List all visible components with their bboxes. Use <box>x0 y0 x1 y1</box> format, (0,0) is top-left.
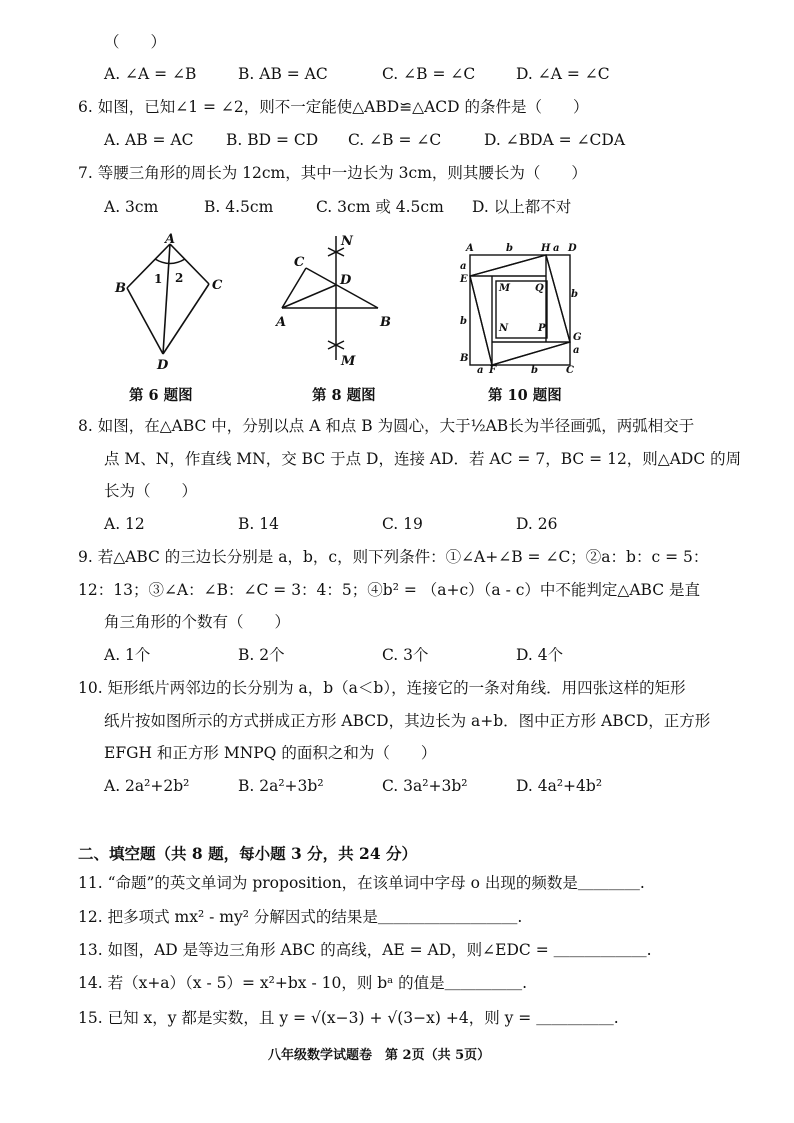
q10-option-d: D. 4a²+4b² <box>516 777 603 795</box>
q10-option-c: C. 3a²+3b² <box>382 777 468 795</box>
fig8-label-m: M <box>341 354 356 369</box>
figure-8-triangle <box>270 228 400 373</box>
fig10-label-b-vertex: B <box>460 353 469 364</box>
fig8-label-a: A <box>276 315 287 330</box>
fig6-label-c: C <box>212 278 223 293</box>
q7-option-c: C. 3cm 或 4.5cm <box>316 198 444 216</box>
fig10-label-p: P <box>538 323 546 334</box>
q6-option-b: B. BD = CD <box>226 131 319 149</box>
fig10-label-a-bottom: a <box>477 365 484 375</box>
fig10-label-c: C <box>566 365 574 375</box>
figure-10-caption: 第 10 题图 <box>488 387 562 404</box>
fig10-label-e: E <box>460 274 468 285</box>
q9-line-2: 12：13；③∠A：∠B：∠C = 3：4：5；④b² = （a+c）（a - c）中不能判定△ABC 是直 <box>78 581 701 599</box>
fill-q15: 15. 已知 x，y 都是实数，且 y = √(x−3) + √(3−x) +4，则 y = ＿＿＿＿＿. <box>78 1009 619 1027</box>
q8-option-a: A. 12 <box>104 515 145 533</box>
fig10-label-m: M <box>499 283 511 294</box>
q10-line-1: 10. 矩形纸片两邻边的长分别为 a，b（a＜b），连接它的一条对角线．用四张这样的矩形 <box>78 679 686 697</box>
q5-option-c: C. ∠B = ∠C <box>382 65 476 83</box>
fig6-label-b: B <box>115 281 126 296</box>
q5-answer-blank: （ ） <box>104 33 167 51</box>
q10-line-3: EFGH 和正方形 MNPQ 的面积之和为（ ） <box>104 744 437 762</box>
q8-option-d: D. 26 <box>516 515 558 533</box>
fig10-label-b-bottom: b <box>531 365 538 375</box>
figure-8-caption: 第 8 题图 <box>312 387 376 404</box>
q10-line-2: 纸片按如图所示的方式拼成正方形 ABCD，其边长为 a+b．图中正方形 ABCD，正方形 <box>104 712 711 730</box>
fig10-label-h: H <box>541 243 551 254</box>
fig6-angle-2: 2 <box>175 271 184 285</box>
fill-q13: 13. 如图，AD 是等边三角形 ABC 的高线，AE = AD，则∠EDC = ＿＿＿＿＿＿. <box>78 941 652 959</box>
fig10-label-a-left: a <box>460 261 467 272</box>
fig8-label-b: B <box>380 315 391 330</box>
page-footer: 八年级数学试题卷 第 2页（共 5页） <box>268 1048 491 1063</box>
q9-option-c: C. 3个 <box>382 646 429 664</box>
q6-stem: 6. 如图，已知∠1 = ∠2，则不一定能使△ABD≌△ACD 的条件是（ ） <box>78 98 589 116</box>
fig8-label-c: C <box>294 255 305 270</box>
q7-option-a: A. 3cm <box>104 198 159 216</box>
q10-option-b: B. 2a²+3b² <box>238 777 324 795</box>
q9-line-3: 角三角形的个数有（ ） <box>104 613 291 631</box>
q6-option-c: C. ∠B = ∠C <box>348 131 442 149</box>
q8-line-2: 点 M、N，作直线 MN，交 BC 于点 D，连接 AD．若 AC = 7，BC = 12，则△ADC 的周 <box>104 450 742 468</box>
fig10-label-f: F <box>489 365 497 375</box>
q8-line-1: 8. 如图，在△ABC 中，分别以点 A 和点 B 为圆心，大于½AB长为半径画弧，两弧相交于 <box>78 417 695 435</box>
figure-10-square <box>455 240 590 375</box>
figure-6-kite <box>105 232 235 377</box>
fig10-label-a-vertex: A <box>466 243 474 254</box>
q9-line-1: 9. 若△ABC 的三边长分别是 a，b，c，则下列条件：①∠A+∠B = ∠C；②a：b：c = 5： <box>78 548 709 566</box>
fill-q12: 12. 把多项式 mx² - my² 分解因式的结果是＿＿＿＿＿＿＿＿＿. <box>78 908 523 926</box>
fill-q11: 11. “命题”的英文单词为 proposition，在该单词中字母 o 出现的频数是＿＿＿＿. <box>78 874 645 892</box>
q6-option-a: A. AB = AC <box>104 131 194 149</box>
fig10-label-b-top: b <box>506 243 513 254</box>
fig6-label-d: D <box>157 358 169 373</box>
fig10-label-a-top: a <box>553 243 560 254</box>
q8-option-c: C. 19 <box>382 515 423 533</box>
q7-stem: 7. 等腰三角形的周长为 12cm，其中一边长为 3cm，则其腰长为（ ） <box>78 164 587 182</box>
fig10-label-b-left: b <box>460 316 467 327</box>
fig10-label-g: G <box>573 332 582 343</box>
fig6-angle-1: 1 <box>154 272 163 286</box>
q5-option-d: D. ∠A = ∠C <box>516 65 610 83</box>
q7-option-b: B. 4.5cm <box>204 198 274 216</box>
fig10-label-a-right: a <box>573 345 580 356</box>
q6-option-d: D. ∠BDA = ∠CDA <box>484 131 626 149</box>
q10-option-a: A. 2a²+2b² <box>104 777 190 795</box>
q9-option-b: B. 2个 <box>238 646 285 664</box>
fig8-label-d: D <box>340 273 352 288</box>
figure-6-caption: 第 6 题图 <box>129 387 193 404</box>
q8-option-b: B. 14 <box>238 515 279 533</box>
fig10-label-q: Q <box>535 283 544 294</box>
q7-option-d: D. 以上都不对 <box>472 198 572 216</box>
fig10-label-b-right: b <box>571 289 578 300</box>
fig6-label-a: A <box>165 232 176 247</box>
q5-option-b: B. AB = AC <box>238 65 328 83</box>
q5-option-a: A. ∠A = ∠B <box>104 65 197 83</box>
fig10-label-d: D <box>568 243 577 254</box>
q9-option-a: A. 1个 <box>104 646 151 664</box>
q9-option-d: D. 4个 <box>516 646 564 664</box>
fig10-label-n: N <box>499 323 509 334</box>
fill-q14: 14. 若（x+a）（x - 5）= x²+bx - 10，则 bᵃ 的值是＿＿＿＿＿. <box>78 974 528 992</box>
q8-line-3: 长为（ ） <box>104 482 198 500</box>
fig8-label-n: N <box>341 234 353 249</box>
section-2-heading: 二、填空题（共 8 题，每小题 3 分，共 24 分） <box>78 844 418 863</box>
